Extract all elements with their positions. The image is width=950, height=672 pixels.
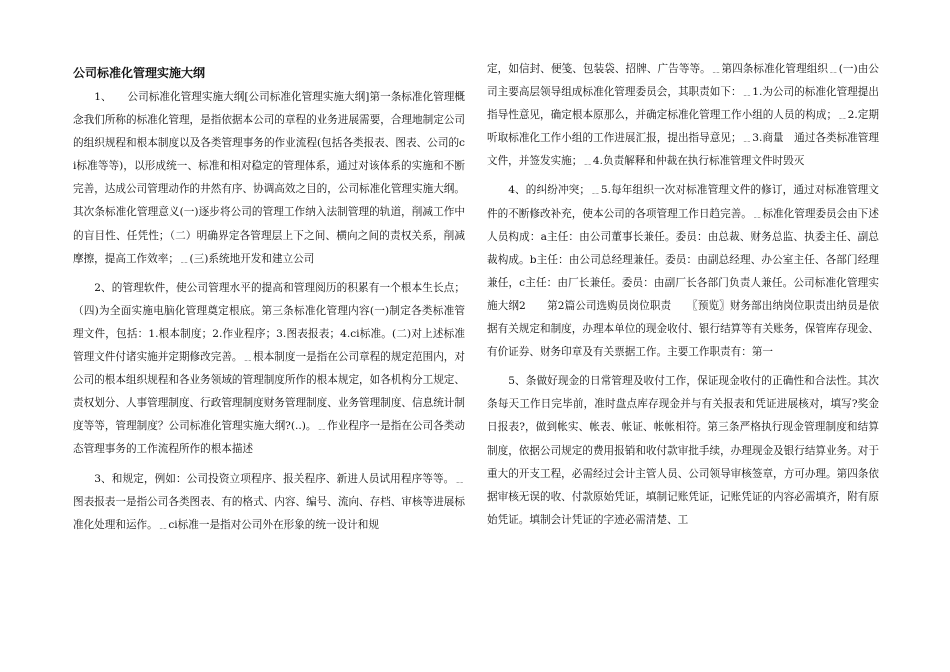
left-column (73, 62, 465, 537)
right-column (487, 58, 879, 532)
paragraph-2: 2、的管理软件，使公司管理水平的提高和管理阅历的积累有一个根本生长点；（四)为全面实施电脑化管理奠定根底。第三条标准化管理内容(一)制定各类标准管理文件，包括：1.根本制度；2.作业程序；3.图表报表；4.ci标准。(二)对上述标准管理文件付诸实施并定期修改完善。﹎根本制度一是指在公司章程的规定范围内，对公司的根本组织规程和各业务领域的管理制度所作的根本规定，如各机构分工规定、责权划分、人事管理制度、行政管理制度财务管理制度、业务管理制度、信息统计制度等等，管理制度？公司标准化管理实施大纲?(..)。﹎作业程序一是指在公司各类动态管理事务的工作流程所作的根本描述 (73, 281, 465, 456)
paragraph-5: 5、条做好现金的日常管理及收付工作，保证现金收付的正确性和合法性。其次条每天工作日完毕前，准时盘点库存现金并与有关报表和凭证进展核对，填写?奖金日报表?，做到帐实、帐表、帐证、帐帐相符。第三条严格执行现金管理制度和结算制度，依据公司规定的费用报销和收付款审批手续，办理现金及银行结算业务。对于重大的开支工程，必需经过会计主管人员、公司领导审核签章，方可办理。第四条依据审核无误的收、付款原始凭证，填制记账凭证，记账凭证的内容必需填齐，附有原始凭证。填制会计凭证的字迹必需清楚、工 (487, 375, 879, 526)
paragraph-1: 1、 公司标准化管理实施大纲[公司标准化管理实施大纲]第一条标准化管理概念我们所称的标准化管理，是指依据本公司的章程的业务进展需要，合理地制定公司的组织规程和根本制度以及各类管理事务的作业流程(包括各类报表、图表、公司的ci标准等等)，以形成统一、标准和相对稳定的管理体系，通过对该体系的实施和不断完善，达成公司管理动作的井然有序、协调高效之目的，公司标准化管理实施大纲。其次条标准化管理意义(一)逐步将公司的管理工作纳入法制管理的轨道，削减工作中的盲目性、任凭性；（二）明确界定各管理层上下之间、横向之间的责权关系，削减摩擦，提高工作效率；﹎(三)系统地开发和建立公司 (73, 91, 465, 265)
paragraph-continuation: 定，如信封、便笺、包装袋、招牌、广告等等。﹎第四条标准化管理组织﹎(一)由公司主要高层领导组成标准化管理委员会，其职责如下：﹎1.为公司的标准化管理提出指导性意见，确定根本原那么，并确定标准化管理工作小组的人员的构成；﹎2.定期听取标准化工作小组的工作进展汇报，提出指导意见；﹎3.商量 通过各类标准管理文件，并签发实施；﹎4.负责解释和仲裁在执行标准管理文件时毁灭 (487, 63, 879, 168)
document-title: 公司标准化管理实施大纲 (73, 66, 206, 80)
paragraph-3: 3、和规定，例如：公司投资立项程序、报关程序、新进人员试用程序等等。﹎图表报表一是指公司各类图表、有的格式、内容、编号、流向、存档、审核等进展标准化处理和运作。﹎ci标准一是指对公司外在形象的统一设计和规 (73, 472, 465, 531)
paragraph-4: 4、的纠纷冲突；﹎5.每年组织一次对标准管理文件的修订，通过对标准管理文件的不断修改补充，使本公司的各项管理工作日趋完善。﹎标准化管理委员会由下述人员构成：a主任：由公司董事长兼任。委员：由总裁、财务总监、执委主任、副总裁构成。b主任：由公司总经理兼任。委员：由副总经理、办公室主任、各部门经理兼任，c主任：由厂长兼任。委员：由副厂长各部门负责人兼任。公司标准化管理实施大纲2 第2篇公司选购员岗位职责 〖预览〗财务部出纳岗位职责出纳员是依据有关规定和制度，办理本单位的现金收付、银行结算等有关账务，保管库存现金、有价证券、财务印章及有关票据工作。主要工作职责有：第一 (487, 184, 879, 359)
